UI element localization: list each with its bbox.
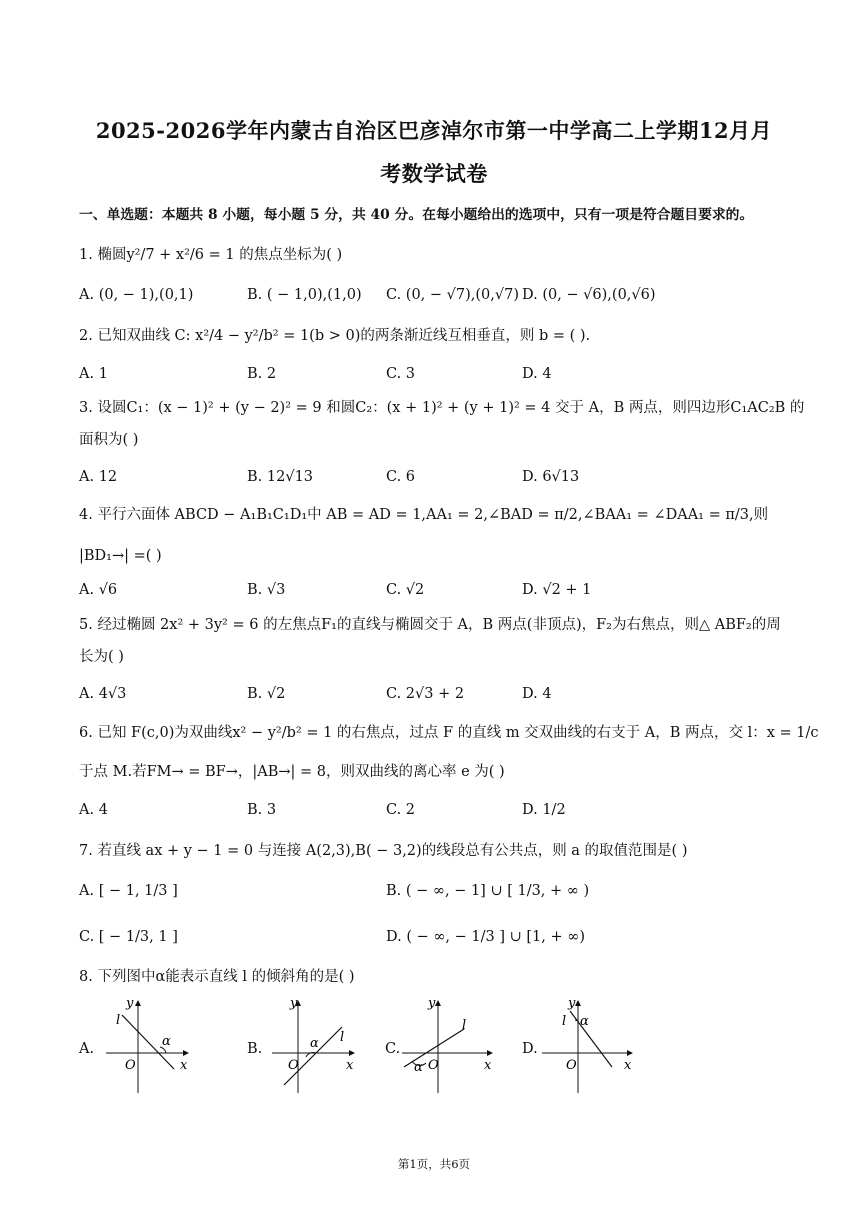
q6-option-a: A. 4	[79, 802, 108, 818]
q6-option-d: D. 1/2	[522, 802, 566, 818]
fig-c-alpha: α	[414, 1060, 423, 1075]
question-8-stem: 8. 下列图中α能表示直线 l 的倾斜角的是( )	[79, 969, 355, 985]
q5-option-a: A. 4√3	[79, 686, 127, 702]
q6-option-b: B. 3	[247, 802, 277, 818]
q8-figure-d	[538, 993, 638, 1098]
q2-option-c: C. 3	[386, 366, 416, 382]
q1-option-a: A. (0, − 1),(0,1)	[79, 287, 194, 303]
fig-b-o: O	[288, 1058, 299, 1073]
fig-c-o: O	[428, 1058, 439, 1073]
q4-option-b: B. √3	[247, 582, 286, 598]
q8-option-a: A.	[79, 1041, 95, 1057]
q8-figure-b	[262, 993, 362, 1098]
fig-a-o: O	[125, 1058, 136, 1073]
question-3-stem: 3. 设圆C₁：(x − 1)² + (y − 2)² = 9 和圆C₂：(x + 1)² + (y + 1)² = 4 交于 A，B 两点，则四边形C₁AC₂B 的	[79, 400, 805, 416]
q2-option-d: D. 4	[522, 366, 552, 382]
q3-option-a: A. 12	[79, 469, 118, 485]
exam-title-line1: 2025-2026学年内蒙古自治区巴彦淖尔市第一中学高二上学期12月月	[95, 118, 773, 143]
q7-option-c: C. [ − 1/3, 1 ]	[79, 929, 178, 945]
fig-d-alpha: α	[580, 1014, 589, 1029]
question-5-stem-cont: 长为( )	[79, 649, 124, 665]
question-2-stem: 2. 已知双曲线 C: x²/4 − y²/b² = 1(b > 0)的两条渐近线互相垂直，则 b = ( ).	[79, 328, 591, 344]
section-heading: 一、单选题：本题共 8 小题，每小题 5 分，共 40 分。在每小题给出的选项中，只有一项是符合题目要求的。	[79, 207, 754, 223]
fig-b-x: x	[346, 1058, 354, 1073]
fig-b-y: y	[290, 996, 298, 1011]
q1-option-c: C. (0, − √7),(0,√7)	[386, 287, 519, 303]
fig-b-l: l	[340, 1030, 345, 1045]
q7-option-a: A. [ − 1, 1/3 ]	[79, 883, 178, 899]
fig-d-l: l	[562, 1014, 567, 1029]
q8-figure-a	[100, 993, 196, 1098]
q4-option-c: C. √2	[386, 582, 425, 598]
q4-option-d: D. √2 + 1	[522, 582, 592, 598]
question-4-stem: 4. 平行六面体 ABCD − A₁B₁C₁D₁中 AB = AD = 1,AA₁ = 2,∠BAD = π/2,∠BAA₁ = ∠DAA₁ = π/3,则	[79, 507, 769, 523]
q4-option-a: A. √6	[79, 582, 118, 598]
q8-option-d: D.	[522, 1041, 538, 1057]
exam-title-line2: 考数学试卷	[380, 161, 488, 186]
page-footer: 第1页，共6页	[397, 1157, 471, 1171]
q6-option-c: C. 2	[386, 802, 416, 818]
q5-option-c: C. 2√3 + 2	[386, 686, 465, 702]
question-3-stem-cont: 面积为( )	[79, 432, 139, 448]
fig-c-l: l	[462, 1018, 467, 1033]
question-1-stem: 1. 椭圆y²/7 + x²/6 = 1 的焦点坐标为( )	[79, 247, 343, 263]
question-6-stem-cont: 于点 M.若FM→ = BF→，|AB→| = 8，则双曲线的离心率 e 为( )	[79, 764, 505, 780]
q8-option-c: C.	[385, 1041, 401, 1057]
q7-option-d: D. ( − ∞, − 1/3 ] ∪ [1, + ∞)	[386, 929, 585, 945]
q2-option-b: B. 2	[247, 366, 277, 382]
question-5-stem: 5. 经过椭圆 2x² + 3y² = 6 的左焦点F₁的直线与椭圆交于 A，B 两点(非顶点)，F₂为右焦点，则△ ABF₂的周	[79, 617, 781, 633]
fig-d-y: y	[568, 996, 576, 1011]
q3-option-d: D. 6√13	[522, 469, 580, 485]
fig-c-x: x	[484, 1058, 492, 1073]
q8-option-b: B.	[247, 1041, 263, 1057]
question-6-stem: 6. 已知 F(c,0)为双曲线x² − y²/b² = 1 的右焦点，过点 F 的直线 m 交双曲线的右支于 A，B 两点，交 l：x = 1/c	[79, 725, 819, 741]
fig-a-x: x	[180, 1058, 188, 1073]
q3-option-c: C. 6	[386, 469, 416, 485]
question-4-stem-cont: |BD₁→| =( )	[79, 548, 162, 564]
q8-figure-c	[398, 993, 498, 1098]
fig-a-y: y	[126, 996, 134, 1011]
fig-c-y: y	[428, 996, 436, 1011]
fig-d-x: x	[624, 1058, 632, 1073]
fig-d-o: O	[566, 1058, 577, 1073]
fig-a-alpha: α	[162, 1034, 171, 1049]
q7-option-b: B. ( − ∞, − 1] ∪ [ 1/3, + ∞ )	[386, 883, 590, 899]
question-7-stem: 7. 若直线 ax + y − 1 = 0 与连接 A(2,3),B( − 3,2)的线段总有公共点，则 a 的取值范围是( )	[79, 843, 688, 859]
q2-option-a: A. 1	[79, 366, 108, 382]
q3-option-b: B. 12√13	[247, 469, 314, 485]
q1-option-d: D. (0, − √6),(0,√6)	[522, 287, 656, 303]
q1-option-b: B. ( − 1,0),(1,0)	[247, 287, 362, 303]
q5-option-b: B. √2	[247, 686, 286, 702]
fig-a-l: l	[116, 1013, 121, 1028]
q5-option-d: D. 4	[522, 686, 552, 702]
fig-b-alpha: α	[310, 1036, 319, 1051]
